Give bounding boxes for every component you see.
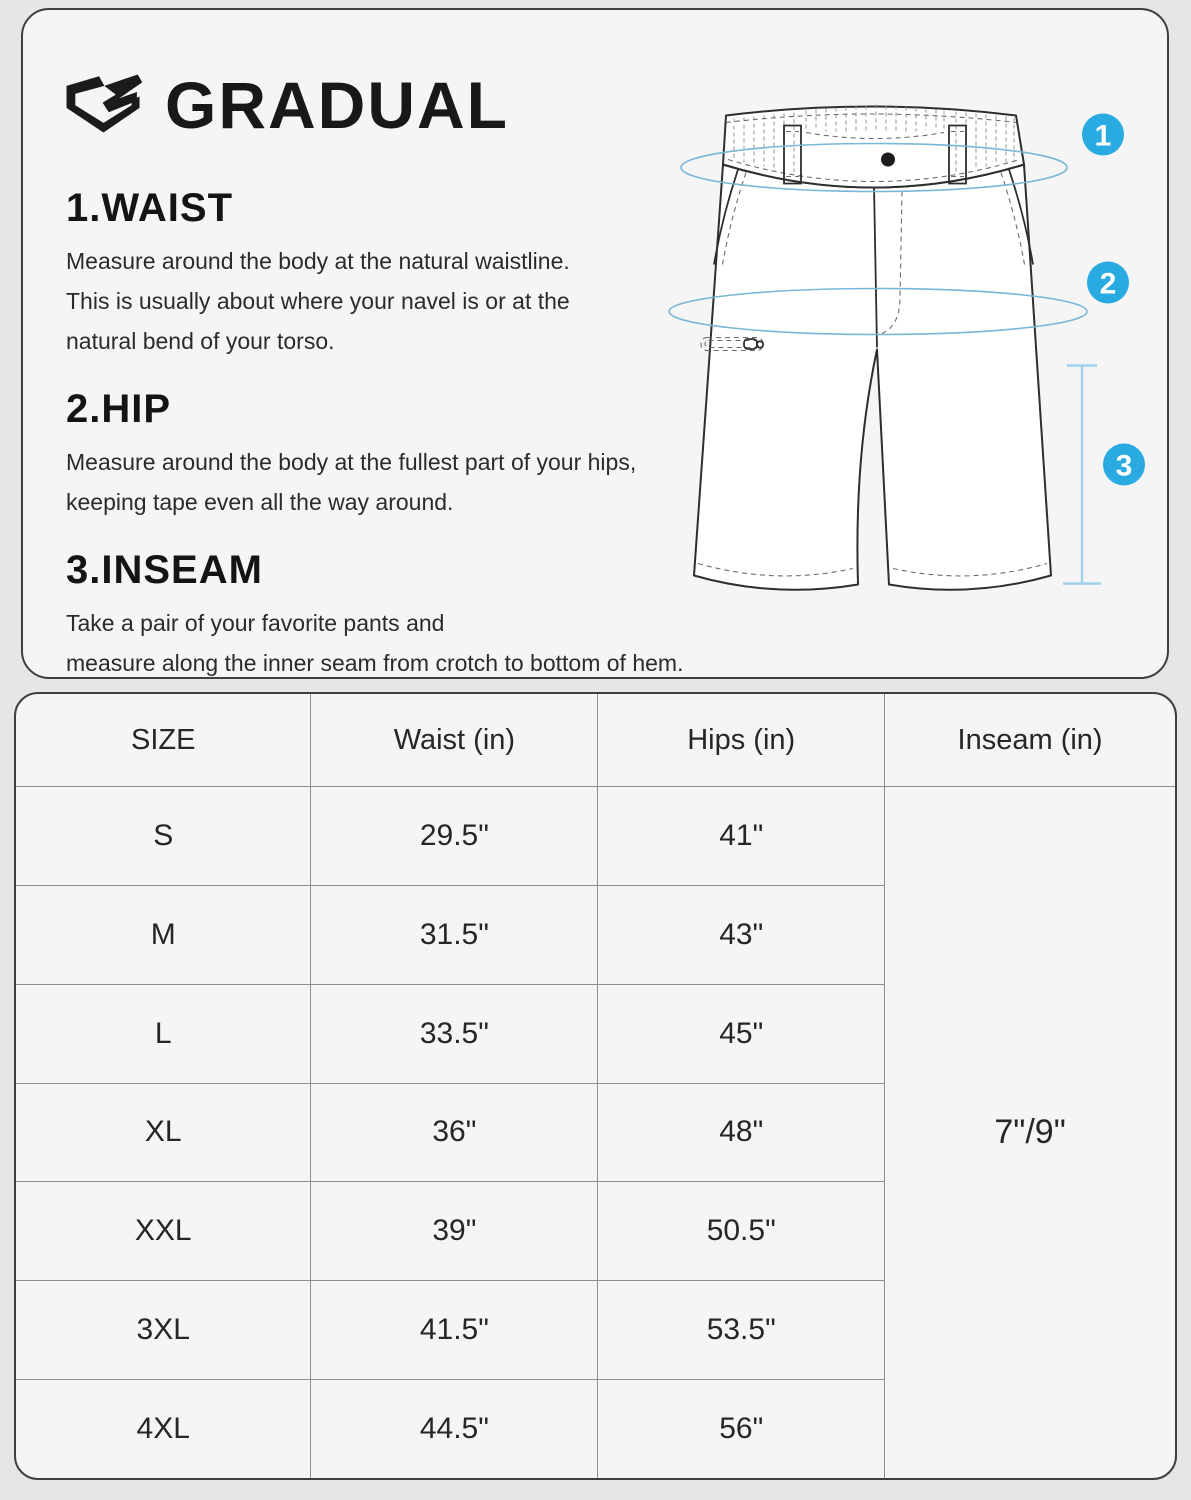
brand-logo [63,70,509,144]
measuring-instructions-panel [21,8,1169,679]
hips-column-header: Hips (in) [598,694,885,787]
shorts-body [694,165,1051,590]
hip-badge [1087,262,1129,304]
waist-cell: 33.5" [311,984,598,1083]
hip-line-2: keeping tape even all the way around. [66,489,454,515]
hips-cell: 53.5" [598,1281,885,1380]
inseam-line-2: measure along the inner seam from crotch to bottom of hem. [66,650,684,676]
inseam-column-header: Inseam (in) [885,694,1175,787]
hips-cell: 43" [598,885,885,984]
inseam-section [66,548,746,683]
svg-text:1: 1 [1094,119,1112,153]
size-cell: XXL [16,1182,311,1281]
hips-cell: 56" [598,1380,885,1478]
hips-cell: 50.5" [598,1182,885,1281]
inseam-line-1: Take a pair of your favorite pants and [66,610,445,636]
waist-cell: 36" [311,1083,598,1182]
waist-line-3: natural bend of your torso. [66,328,335,354]
size-cell: M [16,885,311,984]
waist-column-header: Waist (in) [311,694,598,787]
waist-cell: 39" [311,1182,598,1281]
inseam-measure-line [1063,366,1101,584]
button-dot [881,153,895,167]
size-cell: S [16,787,311,886]
inseam-merged-cell: 7"/9" [994,1113,1066,1151]
shorts-diagram-icon [656,94,1156,616]
waist-line-2: This is usually about where your navel is or at the [66,288,570,314]
size-chart-panel [14,692,1177,1480]
waist-cell: 44.5" [311,1380,598,1478]
svg-text:3: 3 [1115,449,1133,483]
hip-heading: 2.HIP [66,387,172,431]
hip-section [66,387,746,522]
brand-name: GRADUAL [165,68,509,142]
hips-cell: 48" [598,1083,885,1182]
size-cell: L [16,984,311,1083]
waist-cell: 31.5" [311,885,598,984]
hips-cell: 45" [598,984,885,1083]
size-column-header: SIZE [16,694,311,787]
size-chart-table [16,694,1175,1478]
gradual-logo-icon [63,70,151,144]
waist-section [66,186,746,361]
hips-cell: 41" [598,787,885,886]
waist-badge [1082,114,1124,156]
waist-line-1: Measure around the body at the natural waistline. [66,248,570,274]
size-cell: 3XL [16,1281,311,1380]
svg-text:2: 2 [1099,267,1117,301]
waist-cell: 29.5" [311,787,598,886]
size-cell: 4XL [16,1380,311,1478]
header-row [16,694,1175,787]
size-cell: XL [16,1083,311,1182]
waist-heading: 1.WAIST [66,186,234,230]
waist-cell: 41.5" [311,1281,598,1380]
instructions-text [66,186,746,709]
inseam-heading: 3.INSEAM [66,548,263,592]
table-row [16,787,1175,886]
inseam-badge [1103,444,1145,486]
hip-line-1: Measure around the body at the fullest part of your hips, [66,449,637,475]
